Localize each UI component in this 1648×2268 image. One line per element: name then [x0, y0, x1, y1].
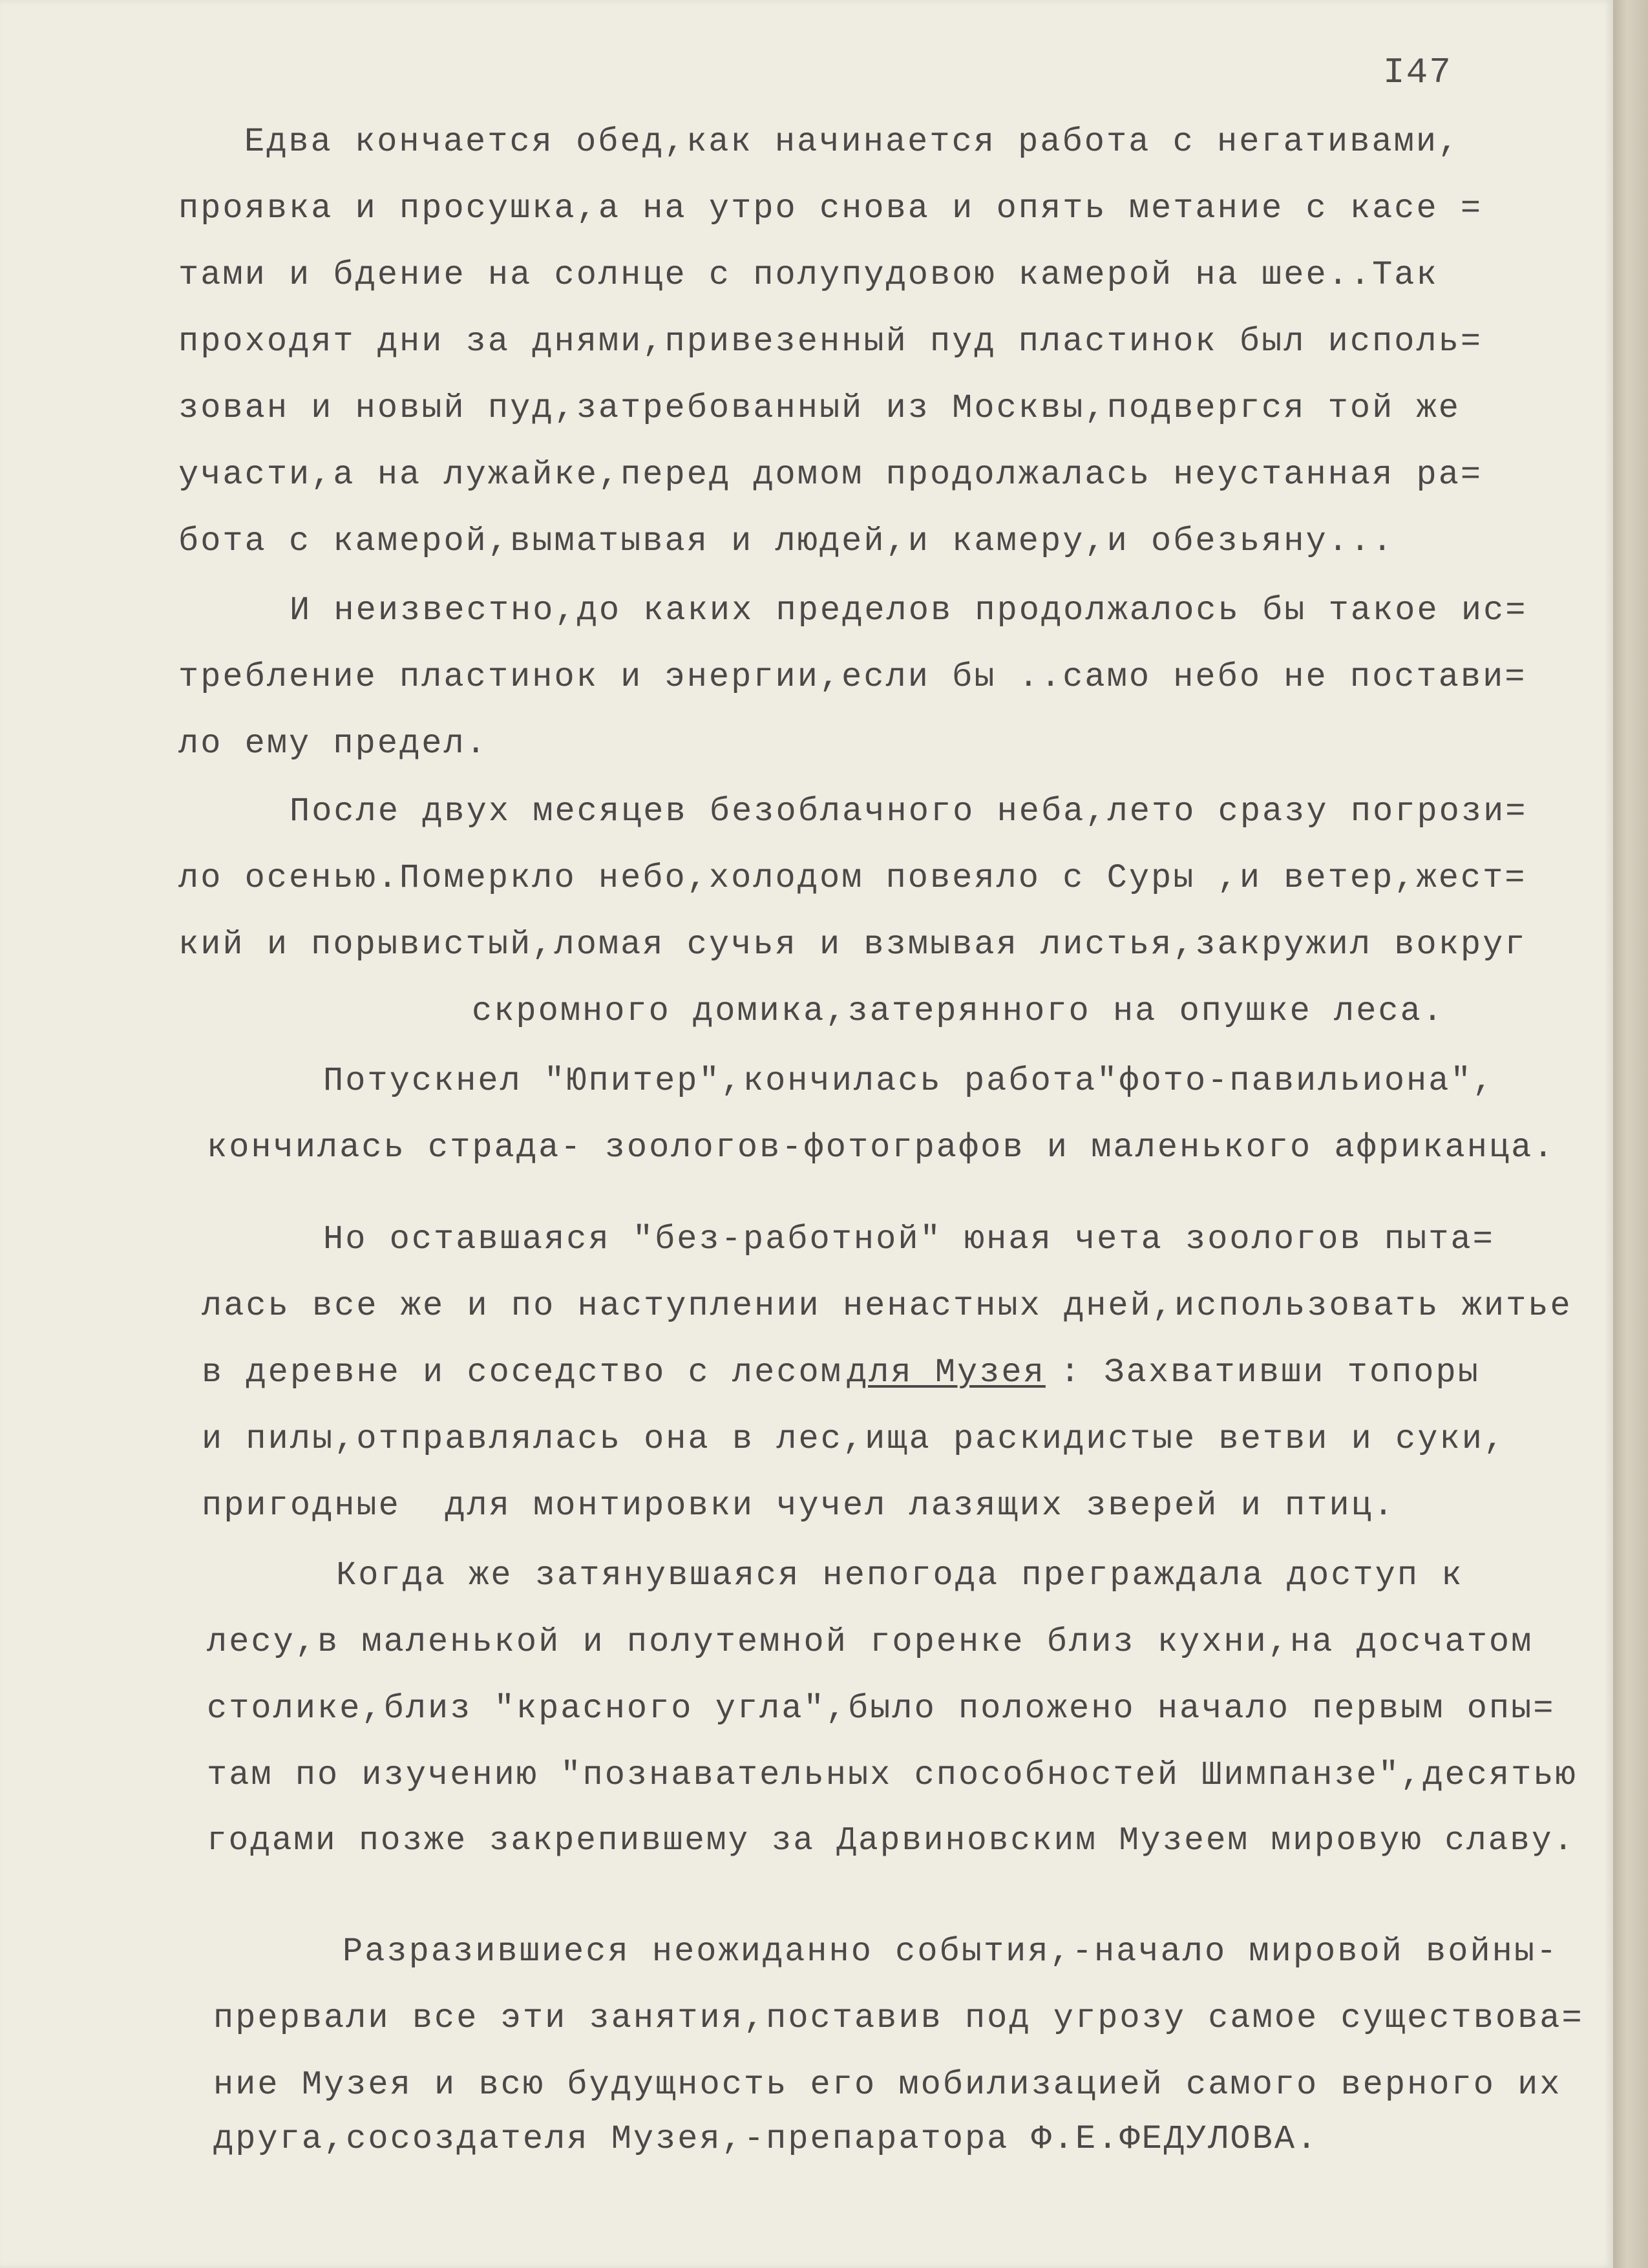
text-line: И неизвестно,до каких пределов продолжалось бы такое ис=	[290, 591, 1528, 630]
page-number: I47	[1383, 52, 1452, 93]
text-line: скромного домика,затерянного на опушке леса.	[472, 992, 1445, 1030]
text-line: лась все же и по наступлении ненастных дней,использовать житье	[202, 1287, 1572, 1325]
text-line: прервали все эти занятия,поставив под угрозу самое существова=	[213, 1999, 1584, 2037]
text-line: столике,близ "красного угла",было положено начало первым опы=	[207, 1690, 1556, 1728]
text-line: лесу,в маленькой и полутемной горенке близ кухни,на досчатом	[207, 1623, 1534, 1661]
text-line: и пилы,отправлялась она в лес,ища раскидистые ветви и суки,	[202, 1420, 1506, 1458]
underlined-phrase: для Музея	[847, 1353, 1046, 1392]
text-line: Когда же затянувшаяся непогода преграждала доступ к	[336, 1556, 1464, 1595]
text-line: Разразившиеся неожиданно события,-начало мировой войны-	[343, 1933, 1559, 1971]
text-line: годами позже закрепившему за Дарвиновским Музеем мировую славу.	[207, 1823, 1576, 1860]
text-line: в деревне и соседство с лесом	[202, 1353, 843, 1392]
text-line: ло ему предел.	[178, 725, 488, 763]
text-line: Едва кончается обед,как начинается работа с негативами,	[244, 123, 1461, 161]
text-line: проходят дни за днями,привезенный пуд пластинок был исполь=	[178, 323, 1483, 361]
text-line: Потускнел "Юпитер",кончилась работа"фото-павильиона",	[323, 1062, 1495, 1100]
text-line: кончилась страда- зоологов-фотографов и маленького африканца.	[207, 1129, 1556, 1167]
text-line: После двух месяцев безоблачного неба,лето сразу погрози=	[290, 792, 1528, 831]
text-line: участи,а на лужайке,перед домом продолжалась неустанная ра=	[178, 456, 1483, 494]
text-line: зован и новый пуд,затребованный из Москвы,подвергся той же	[178, 389, 1461, 427]
text-line: : Захвативши топоры	[1060, 1353, 1480, 1392]
paper-edge	[1613, 0, 1648, 2268]
text-line: Но оставшаяся "без-работной" юная чета зоологов пыта=	[323, 1220, 1495, 1258]
text-line: там по изучению "познавательных способностей Шимпанзе",десятью	[207, 1756, 1578, 1794]
text-line: друга,сосоздателя Музея,-препаратора Ф.Е.ФЕДУЛОВА.	[213, 2120, 1319, 2158]
text-line: ние Музея и всю будущность его мобилизацией самого верного их	[213, 2066, 1562, 2104]
text-line: требление пластинок и энергии,если бы ..само небо не постави=	[178, 658, 1527, 696]
text-line: пригодные для монтировки чучел лазящих зверей и птиц.	[202, 1487, 1396, 1525]
text-line: ло осенью.Померкло небо,холодом повеяло с Суры ,и ветер,жест=	[178, 859, 1527, 897]
text-line: проявка и просушка,а на утро снова и опять метание с касе =	[178, 189, 1483, 228]
text-line: тами и бдение на солнце с полупудовою камерой на шее..Так	[178, 256, 1439, 294]
text-line: бота с камерой,выматывая и людей,и камеру,и обезьяну...	[178, 522, 1395, 560]
text-line: кий и порывистый,ломая сучья и взмывая листья,закружил вокруг	[178, 926, 1527, 964]
